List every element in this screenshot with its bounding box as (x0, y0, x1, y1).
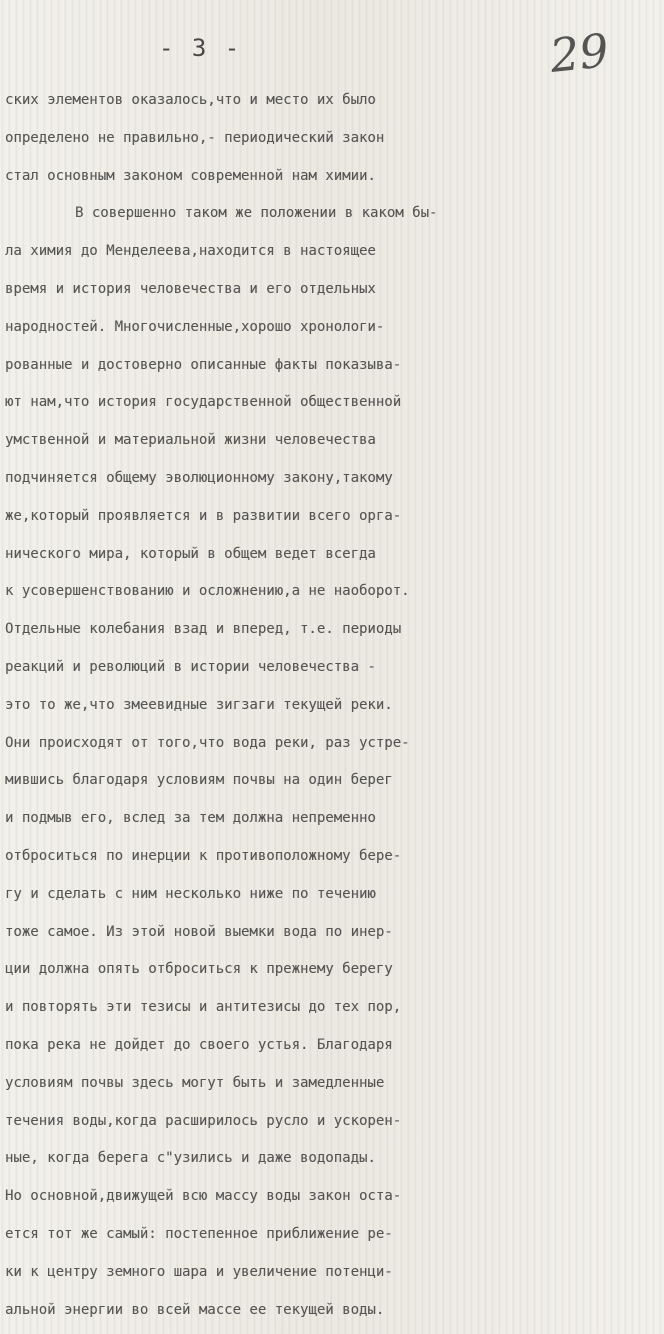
text-line: нического мира, который в общем ведет всегда (5, 545, 376, 562)
paragraph-first-line: В совершенно таком же положении в каком бы- (75, 205, 438, 222)
text-line: ют нам,что история государственной общественной (5, 394, 402, 411)
text-line: пока река не дойдет до своего устья. Благодаря (5, 1036, 393, 1053)
text-line: же,который проявляется и в развитии всего орга- (5, 507, 402, 524)
text-line: к усовершенствованию и осложнению,а не наоборот. (5, 583, 410, 600)
text-line: Отдельные колебания взад и вперед, т.е. периоды (5, 621, 402, 638)
text-line: время и история человечества и его отдельных (5, 280, 376, 297)
text-line: ется тот же самый: постепенное приближение ре- (5, 1225, 393, 1242)
text-line: гу и сделать с ним несколько ниже по течению (5, 885, 376, 902)
text-line: и повторять эти тезисы и антитезисы до тех пор, (5, 999, 402, 1016)
text-line: ции должна опять отброситься к прежнему берегу (5, 961, 393, 978)
text-line: ные, когда берега с"узились и даже водопады. (5, 1150, 376, 1167)
handwritten-folio-number: 29 (547, 23, 612, 83)
text-line: отброситься по инерции к противоположному бере- (5, 847, 402, 864)
text-line: определено не правильно,- периодический закон (5, 129, 385, 146)
text-line: реакций и революций в истории человечества - (5, 658, 376, 675)
text-line: народностей. Многочисленные,хорошо хронологи- (5, 318, 385, 335)
text-line: и подмыв его, вслед за тем должна непременно (5, 810, 376, 827)
text-line: ла химия до Менделеева,находится в настоящее (5, 243, 376, 260)
body-text (0, 82, 664, 1329)
text-line: альной энергии во всей массе ее текущей воды. (5, 1301, 385, 1318)
text-line: Но основной,движущей всю массу воды закон оста- (5, 1188, 402, 1205)
text-line: ки к центру земного шара и увеличение потенци- (5, 1263, 393, 1280)
page-number: - 3 - (159, 34, 242, 62)
text-line: рованные и достоверно описанные факты показыва- (5, 356, 402, 373)
text-line: ских элементов оказалось,что и место их было (5, 92, 376, 108)
text-line: это то же,что змеевидные зигзаги текущей реки. (5, 696, 393, 713)
text-line: Они происходят от того,что вода реки, раз устре- (5, 734, 410, 751)
text-line: умственной и материальной жизни человечества (5, 432, 376, 449)
text-line: условиям почвы здесь могут быть и замедленные (5, 1074, 385, 1091)
text-line: мившись благодаря условиям почвы на один берег (5, 772, 393, 789)
text-line: стал основным законом современной нам химии. (5, 167, 376, 184)
text-line: течения воды,когда расширилось русло и ускорен- (5, 1112, 402, 1129)
text-line: подчиняется общему эволюционному закону,такому (5, 469, 393, 486)
text-line: тоже самое. Из этой новой выемки вода по инер- (5, 923, 393, 940)
